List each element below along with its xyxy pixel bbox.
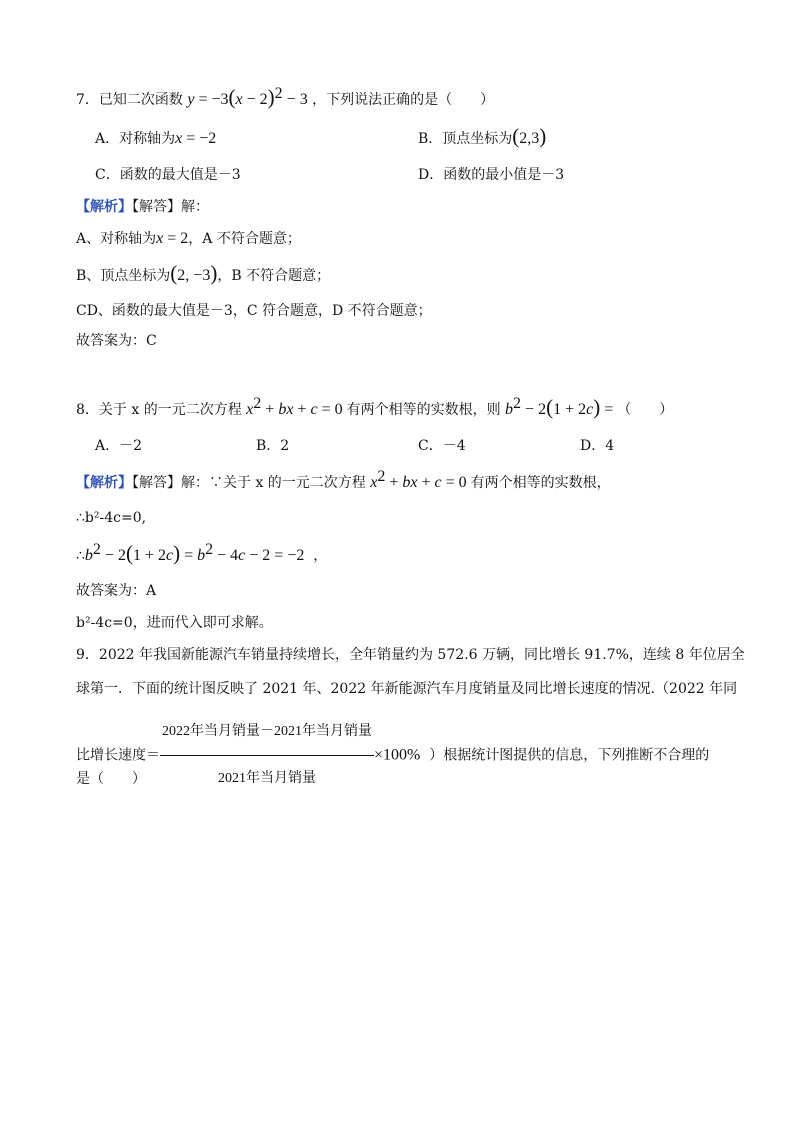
q8-step2: $\therefore b^2 - 2(1 + 2c) = b^2 - 4c - 2 = -2$ ， (76, 541, 328, 565)
q7-stem-prefix: 已知二次函数 (98, 92, 183, 108)
q8-option-d: D．4 (580, 438, 615, 454)
q7-option-a: A．对称轴为x = −2 (95, 130, 217, 147)
q8-option-b: B．2 (256, 438, 290, 454)
q7-stem-suffix: ，下列说法正确的是（ ） (312, 92, 495, 108)
q8-note: b²-4c=0，进而代入即可求解。 (76, 615, 273, 631)
q9-line4: 是（ ） (76, 771, 146, 787)
q9-line3: 比增长速度＝ $\frac{\text{2022年当月销量－2021年当月销量}}{\text{2021年当月销量}}$ ×100% ）根据统计图提供的信息，下列推断不合理的 (76, 712, 709, 799)
q7-conclusion: 故答案为：C (76, 333, 157, 349)
q7-stem: 7．已知二次函数 $y = -3(x - 2)^2 - 3$ ，下列说法正确的是（ ） (76, 85, 495, 109)
q7-solution-b: B、顶点坐标为(2, −3)，B 不符合题意； (76, 261, 331, 285)
q8-solution-header: 【解析】【解答】解：∵关于 x 的一元二次方程 $x^2$ + bx + c = 0 有两个相等的实数根， (76, 468, 611, 491)
q7-option-d: D．函数的最小值是－3 (418, 167, 565, 183)
q9-line2: 球第一．下面的统计图反映了 2021 年、2022 年新能源汽车月度销量及同比增长速度的情况.（2022 年同 (76, 681, 738, 697)
analysis-tag: 【解析】 (76, 199, 132, 215)
q8-conclusion: 故答案为：A (76, 583, 157, 599)
q8-step1: ∴b²-4c=0, (76, 510, 147, 526)
growth-rate-fraction: $\frac{\text{2022年当月销量－2021年当月销量}}{\text{2021年当月销量}}$ (160, 712, 374, 799)
q7-solution-cd: CD、函数的最大值是－3，C 符合题意，D 不符合题意； (76, 303, 432, 319)
q7-number: 7． (76, 92, 99, 108)
q7-option-b: B．顶点坐标为(2,3) (418, 124, 547, 148)
q7-solution-a: A、对称轴为x = 2，A 不符合题意； (76, 230, 301, 247)
q7-solution-header: 【解析】【解答】解： (76, 199, 209, 215)
q7-formula: y (187, 91, 195, 108)
q7-option-c: C．函数的最大值是－3 (95, 167, 241, 183)
q8-stem: 8．关于 x 的一元二次方程 $x^2$ + bx + c = 0 有两个相等的实数根，则 $b^2 - 2(1 + 2c)$ = （ ） (76, 395, 674, 419)
q8-option-c: C．－4 (418, 438, 466, 454)
q9-line1: 9．2022 年我国新能源汽车销量持续增长，全年销量约为 572.6 万辆，同比增长 91.7%，连续 8 年位居全 (76, 647, 745, 663)
q8-option-a: A．－2 (95, 438, 143, 454)
